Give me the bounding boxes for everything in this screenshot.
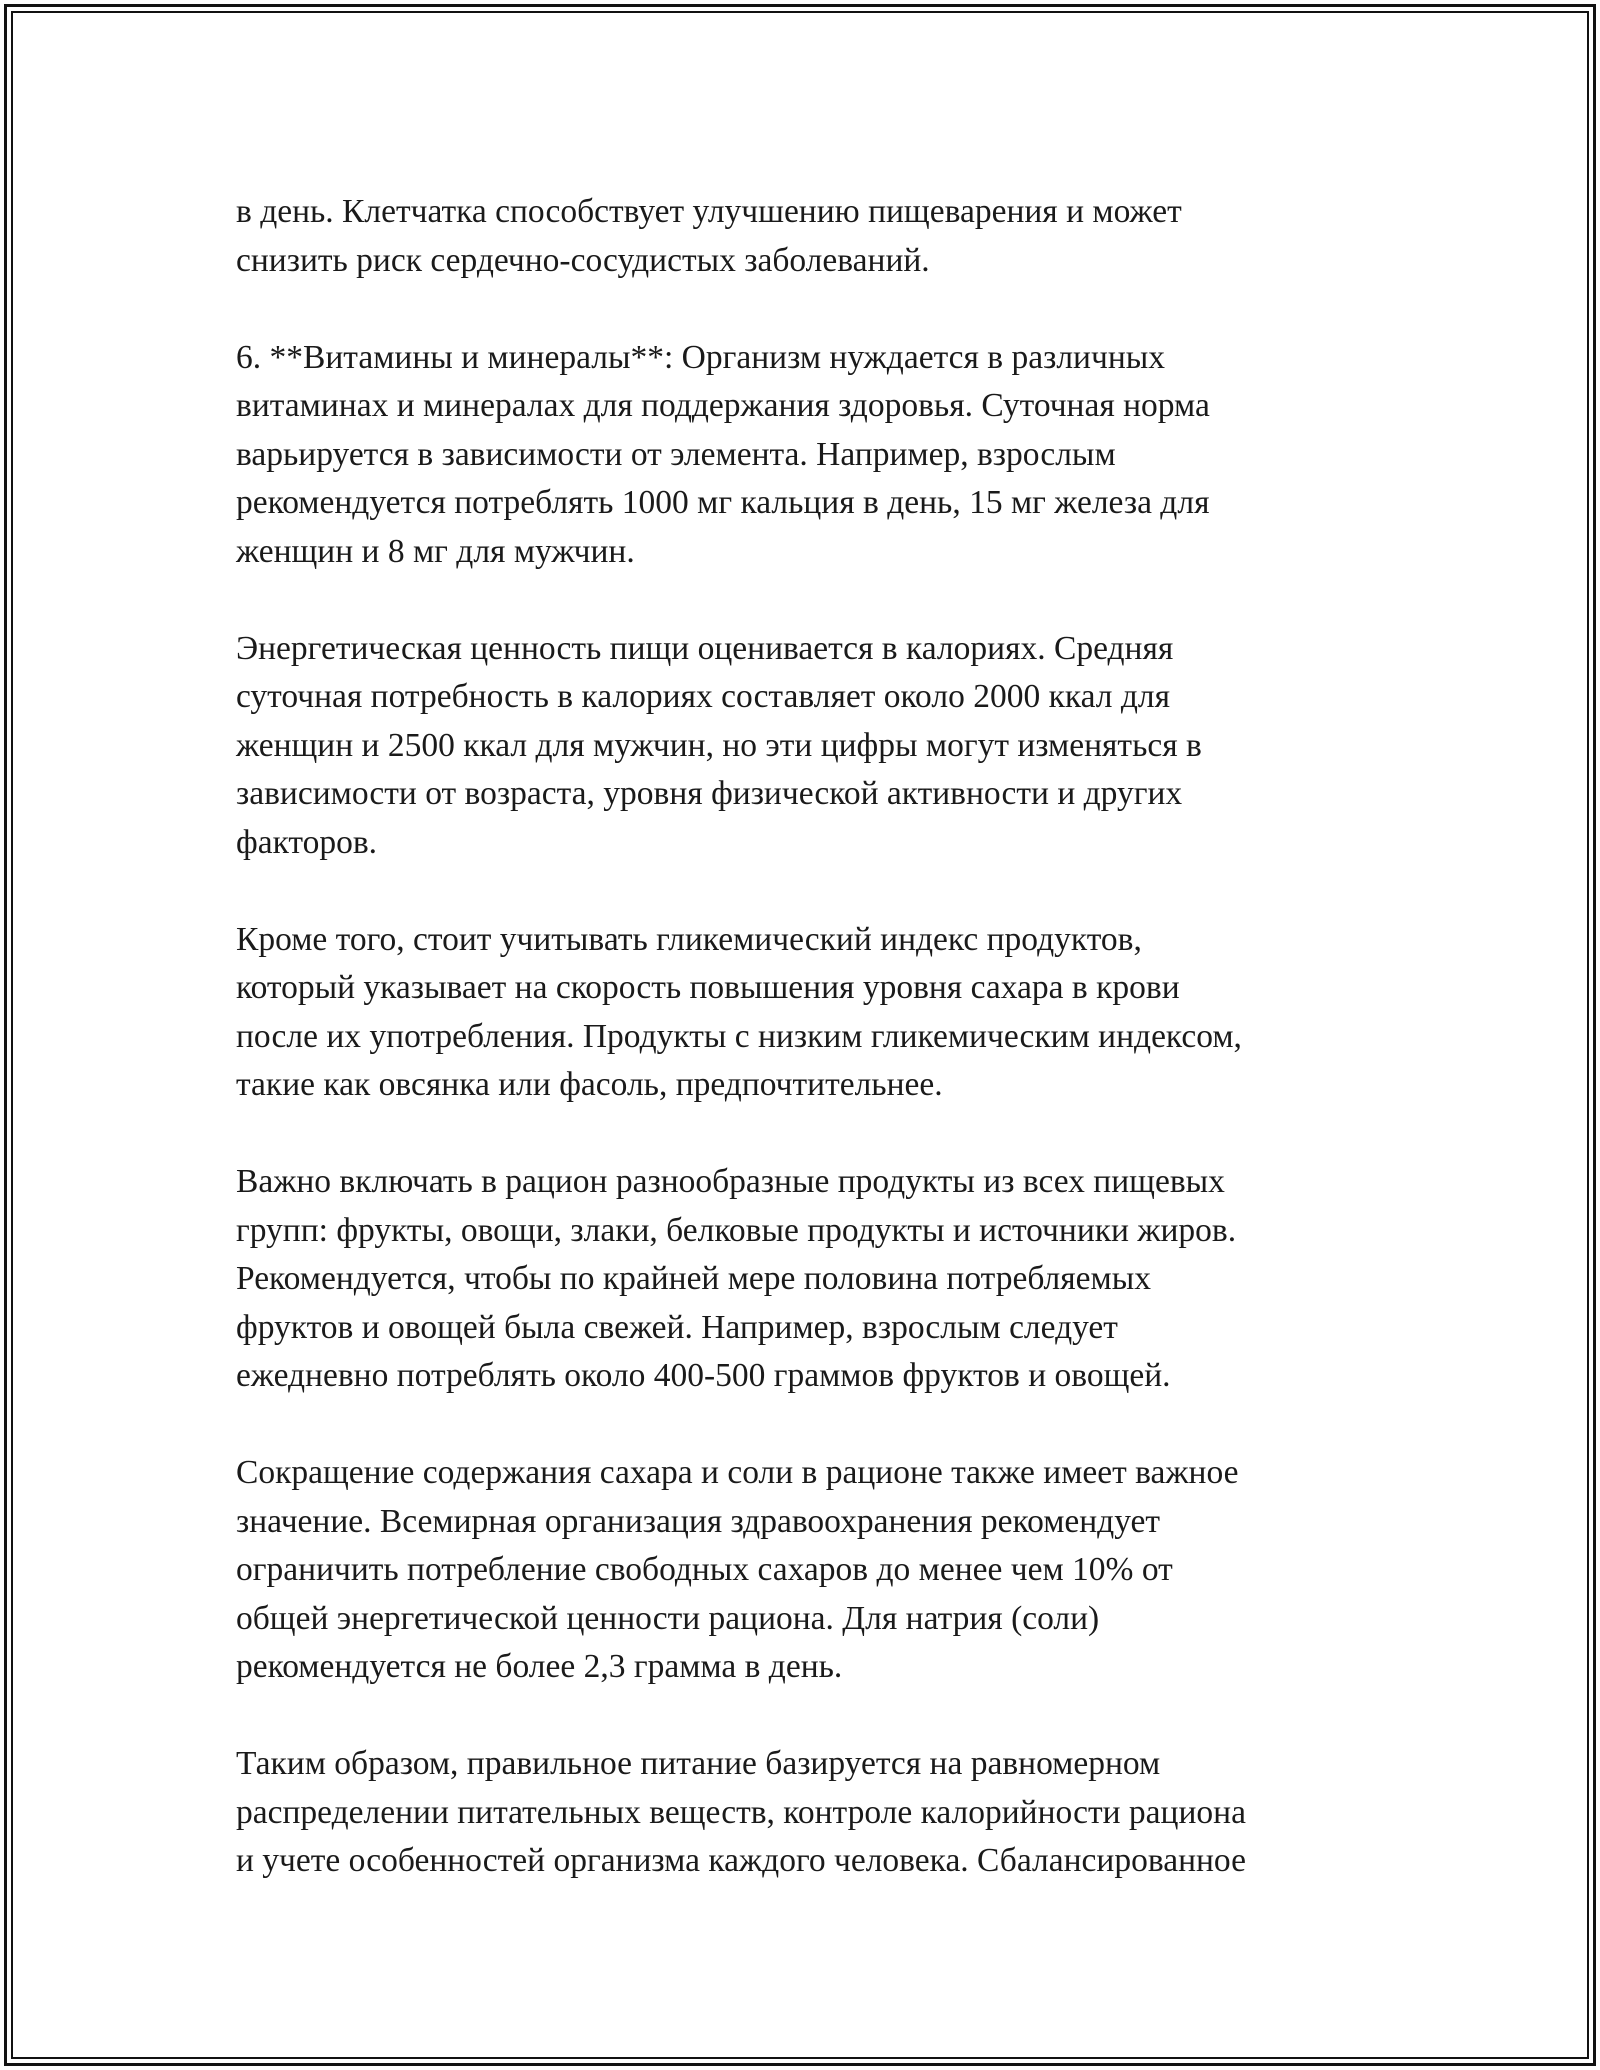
paragraph-fiber: в день. Клетчатка способствует улучшению пищеварения и может снизить риск сердечно-сосудистых заболеваний. (236, 193, 1182, 279)
paragraph-food-groups: Важно включать в рацион разнообразные продукты из всех пищевых групп: фрукты, овощи, злаки, белковые продукты и источники жиров. Рекомендуется, чтобы по крайней мере половина потребляемых фруктов и овощей была свежей. Например, взрослым следует ежедневно потреблять около 400-500 граммов фруктов и овощей. (236, 1163, 1237, 1394)
paragraph-conclusion: Таким образом, правильное питание базируется на равномерном распределении питательных веществ, контроле калорийности рациона и учете особенностей организма каждого человека. Сбалансированное (236, 1745, 1246, 1879)
paragraph-sugar-salt: Сокращение содержания сахара и соли в рационе также имеет важное значение. Всемирная организация здравоохранения рекомендует ограничить потребление свободных сахаров до менее чем 10% от общей энергетической ценности рациона. Для натрия (соли) рекомендуется не более 2,3 грамма в день. (236, 1454, 1239, 1685)
paragraph-calories: Энергетическая ценность пищи оценивается в калориях. Средняя суточная потребность в калориях составляет около 2000 ккал для женщин и 2500 ккал для мужчин, но эти цифры могут изменяться в зависимости от возраста, уровня физической активности и других факторов. (236, 629, 1202, 861)
paragraph-glycemic-index: Кроме того, стоит учитывать гликемический индекс продуктов, который указывает на скорость повышения уровня сахара в крови после их употребления. Продукты с низким гликемическим индексом, такие как овсянка или фасоль, предпочтительнее. (236, 920, 1242, 1103)
paragraph-vitamins-minerals: 6. **Витамины и минералы**: Организм нуждается в различных витаминах и минералах для поддержания здоровья. Суточная норма варьируется в зависимости от элемента. Например, взрослым рекомендуется потреблять 1000 мг кальция в день, 15 мг железа для женщин и 8 мг для мужчин. (236, 338, 1210, 570)
document-body (236, 188, 1366, 1934)
